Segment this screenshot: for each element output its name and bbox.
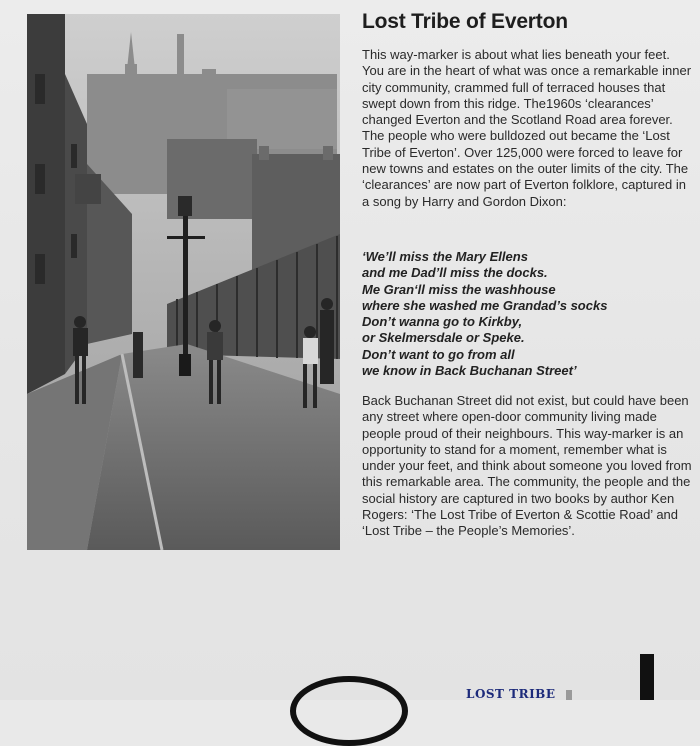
song-line: ‘We’ll miss the Mary Ellens [362,249,528,264]
song-line: Don’t wanna go to Kirkby, [362,314,523,330]
song-line: or Skelmersdale or Speke. [362,330,525,346]
bollard [133,332,143,378]
logo-ring-icon [290,676,408,746]
song-line: we know in Back Buchanan Street’ [362,363,577,379]
song-lyrics [362,249,694,379]
intro-paragraph: This way-marker is about what lies beneath your feet. You are in the heart of what was once a remarkable inner city community, crammed full of terraced houses that swept down from this ridge. The1960s ‘clearances’ changed Everton and the Scotland Road area forever. The people who were bulldozed out became the ‘Lost Tribe of Everton’. Over 125,000 were forced to leave for new towns and estates on the outer limits of the city. The ‘clearances’ are now part of Everton folklore, captured in a song by Harry and Gordon Dixon: [362,47,692,209]
song-line: Me Gran‘ll miss the washhouse [362,281,556,297]
lost-tribe-logo-text: LOST TRIBE [466,687,556,701]
song-line: where she washed me Grandad’s socks [362,297,608,313]
closing-paragraph: Back Buchanan Street did not exist, but could have been any street where open-door community living made people proud of their neighbours. This way-marker is an opportunity to stand for a moment, remember what is under your feet, and think about someone you loved from this remarkable area. The community, the people and the social history are captured in two books by author Ken Rogers: ‘The Lost Tribe of Everton & Scottie Road’ and ‘Lost Tribe – the People’s Memories’. [362,393,692,539]
historic-street-photo [27,14,340,550]
song-line: Don’t want to go from all [362,346,515,362]
logo-mark-icon [566,690,572,700]
song-line: and me Dad’ll miss the docks. [362,265,548,281]
page-title: Lost Tribe of Everton [362,10,568,33]
logo-bar-icon [640,654,654,700]
